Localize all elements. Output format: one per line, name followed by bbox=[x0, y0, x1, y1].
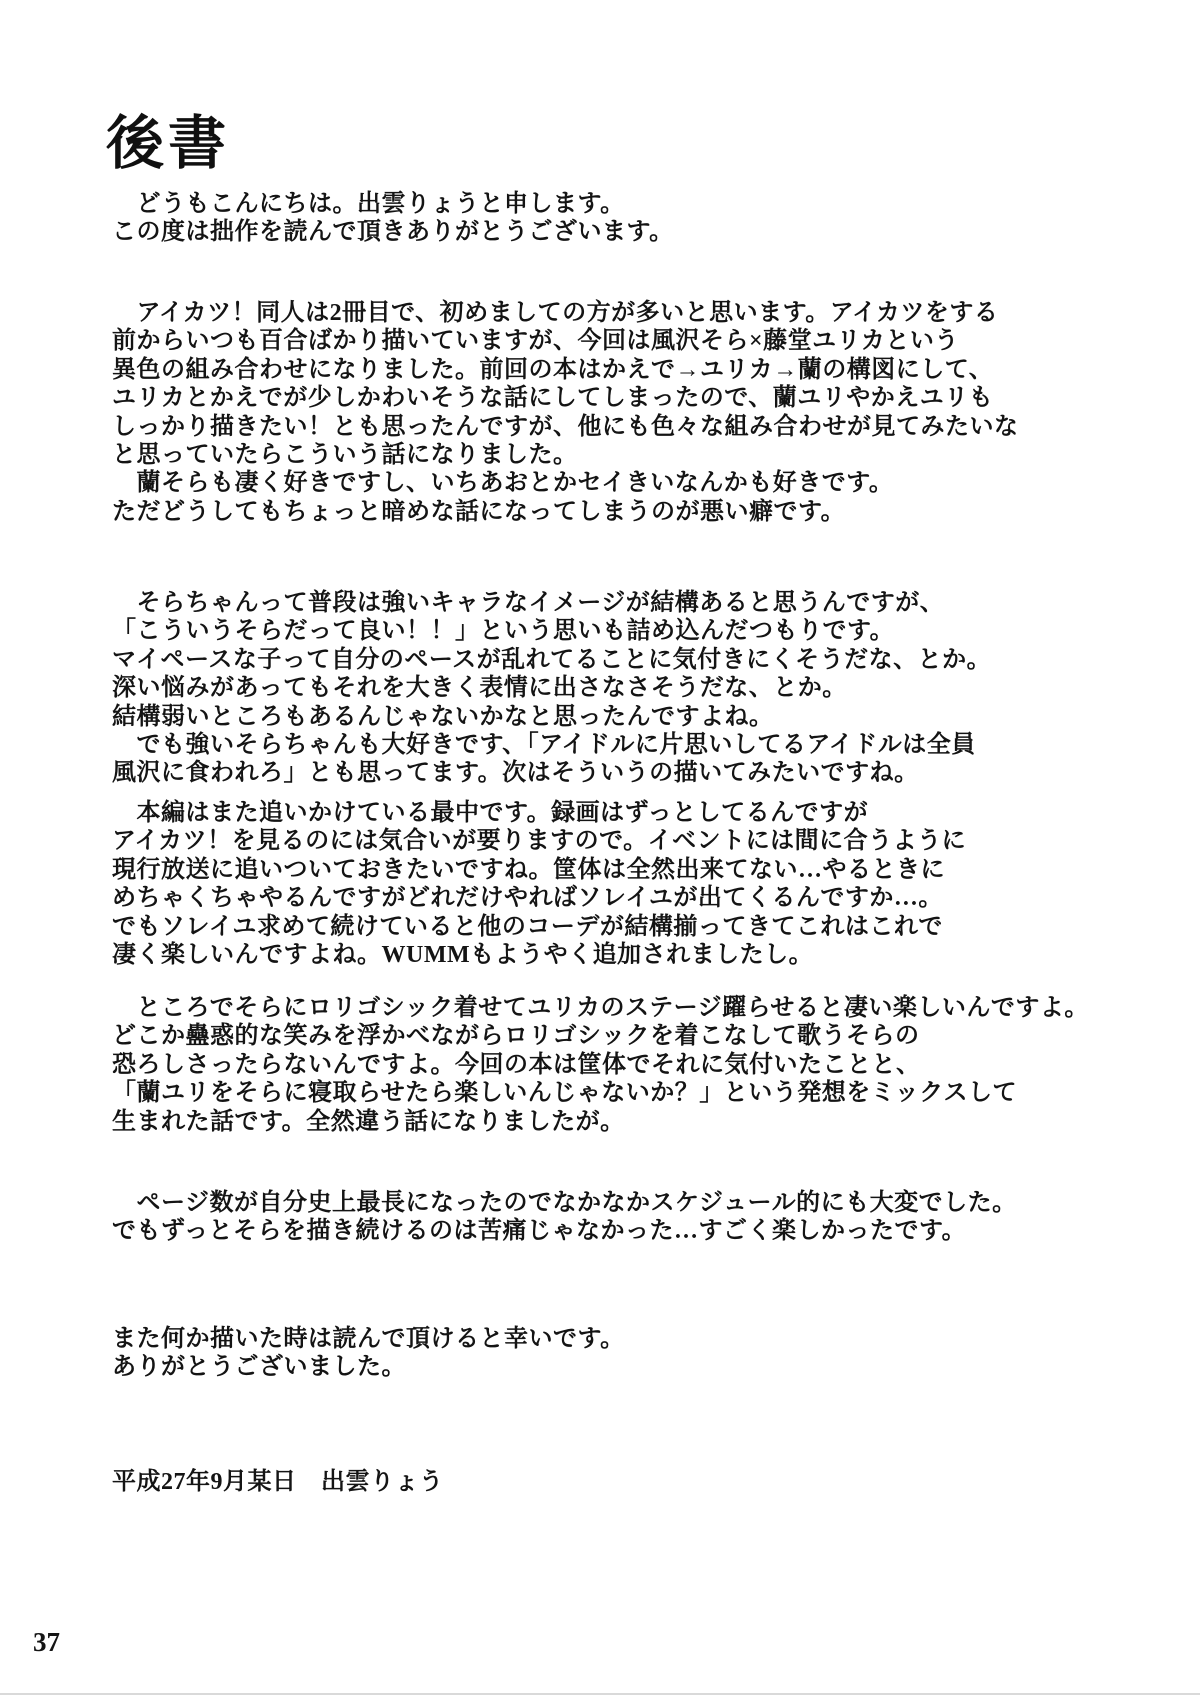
text-line: ありがとうございました。 bbox=[112, 1354, 406, 1381]
text-line: 蘭そらも凄く好きですし、いちあおとかセイきいなんかも好きです。 bbox=[112, 470, 894, 497]
text-line: 生まれた話です。全然違う話になりましたが。 bbox=[112, 1108, 625, 1135]
text-line: でもずっとそらを描き続けるのは苦痛じゃなかった…すごく楽しかったです。 bbox=[112, 1218, 967, 1245]
text-line: アイカツ！同人は2冊目で、初めましての方が多いと思います。アイカツをする bbox=[112, 300, 999, 326]
text-line: めちゃくちゃやるんですがどれだけやればソレイユが出てくるんですか…。 bbox=[112, 885, 943, 912]
text-line: 「こういうそらだって良い！！」という思いも詰め込んだつもりです。 bbox=[112, 618, 895, 645]
text-line: 風沢に食われろ」とも思ってます。次はそういうの描いてみたいですね。 bbox=[112, 760, 919, 787]
paragraph-greeting bbox=[112, 190, 1160, 247]
text-line: ユリカとかえでが少しかわいそうな話にしてしまったので、蘭ユリやかえユリも bbox=[112, 385, 994, 412]
text-line: ただどうしてもちょっと暗めな話になってしまうのが悪い癖です。 bbox=[112, 498, 846, 525]
paragraph-schedule bbox=[112, 1189, 1160, 1246]
text-line: 恐ろしさったらないんですよ。今回の本は筐体でそれに気付いたことと、 bbox=[112, 1051, 921, 1078]
text-line: 凄く楽しいんですよね。WUMMもようやく追加されましたし。 bbox=[112, 942, 814, 969]
text-line: また何か描いた時は読んで頂けると幸いです。 bbox=[112, 1326, 625, 1352]
text-line: 「蘭ユリをそらに寝取らせたら楽しいんじゃないか？」という発想をミックスして bbox=[112, 1080, 1018, 1107]
page-title: 後書 bbox=[106, 111, 231, 176]
text-line: 平成27年9月某日 出雲りょう bbox=[112, 1469, 444, 1495]
text-line: 異色の組み合わせになりました。前回の本はかえで→ユリカ→蘭の構図にして、 bbox=[112, 356, 994, 383]
text-line: でもソレイユ求めて続けていると他のコーデが結構揃ってきてこれはこれで bbox=[112, 913, 943, 940]
text-line: しっかり描きたい！とも思ったんですが、他にも色々な組み合わせが見てみたいな bbox=[112, 413, 1019, 440]
text-line: そらちゃんって普段は強いキャラなイメージが結構あると思うんですが、 bbox=[112, 590, 945, 616]
page-number: 37 bbox=[33, 1627, 60, 1657]
text-line: 結構弱いところもあるんじゃないかなと思ったんですよね。 bbox=[112, 703, 774, 730]
paragraph-concept bbox=[112, 994, 1160, 1136]
signature-line bbox=[112, 1468, 1160, 1496]
text-line: この度は拙作を読んで頂きありがとうございます。 bbox=[112, 219, 674, 246]
text-line: 前からいつも百合ばかり描いていますが、今回は風沢そら×藤堂ユリカという bbox=[112, 328, 959, 355]
text-line: どうもこんにちは。出雲りょうと申します。 bbox=[112, 191, 625, 217]
text-line: ページ数が自分史上最長になったのでなかなかスケジュール的にも大変でした。 bbox=[112, 1190, 1017, 1216]
text-line: アイカツ！を見るのには気合いが要りますので。イベントには間に合うように bbox=[112, 828, 967, 855]
text-line: と思っていたらこういう話になりました。 bbox=[112, 442, 578, 469]
text-line: 現行放送に追いついておきたいですね。筐体は全然出来てない…やるときに bbox=[112, 856, 945, 883]
text-line: でも強いそらちゃんも大好きです、「アイドルに片思いしてるアイドルは全員 bbox=[112, 732, 976, 759]
text-line: どこか蠱惑的な笑みを浮かべながらロリゴシックを着こなして歌うそらの bbox=[112, 1023, 920, 1050]
text-line: ところでそらにロリゴシック着せてユリカのステージ躍らせると凄い楽しいんですよ。 bbox=[112, 995, 1089, 1021]
paragraph-anime bbox=[112, 799, 1160, 969]
paragraph-character bbox=[112, 589, 1160, 788]
paragraph-pairing bbox=[112, 299, 1160, 526]
text-line: マイペースな子って自分のペースが乱れてることに気付きにくそうだな、とか。 bbox=[112, 646, 992, 673]
text-line: 深い悩みがあってもそれを大きく表情に出さなさそうだな、とか。 bbox=[112, 675, 847, 702]
text-line: 本編はまた追いかけている最中です。録画はずっとしてるんですが bbox=[112, 800, 869, 826]
paragraph-closing bbox=[112, 1325, 1160, 1382]
